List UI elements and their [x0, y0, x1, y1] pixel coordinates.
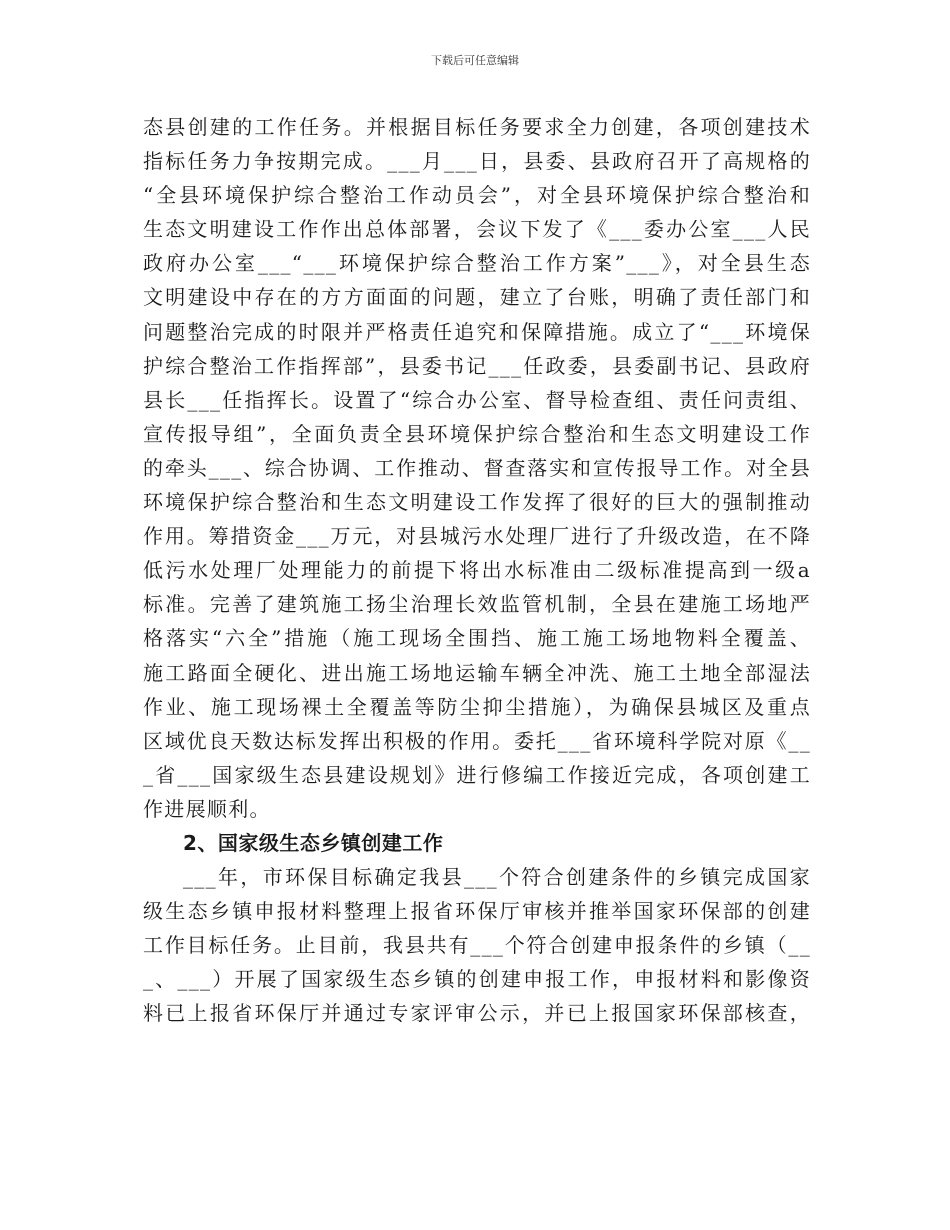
- text-line: 作业、施工现场裸土全覆盖等防尘抑尘措施），为确保县城区及重点: [143, 694, 811, 719]
- text-line: 低污水处理厂处理能力的前提下将出水标准由二级标准提高到一级a: [143, 558, 811, 583]
- text-line: 作进展顺利。: [143, 796, 271, 821]
- text-line: _、___）开展了国家级生态乡镇的创建申报工作，申报材料和影像资: [143, 967, 811, 992]
- text-line: 环境保护综合整治和生态文明建设工作发挥了很好的巨大的强制推动: [143, 490, 811, 515]
- text-line: 指标任务力争按期完成。___月___日，县委、县政府召开了高规格的: [143, 149, 811, 174]
- text-line: 文明建设中存在的方方面面的问题，建立了台账，明确了责任部门和: [143, 285, 811, 310]
- text-line: 作用。筹措资金___万元，对县城污水处理厂进行了升级改造，在不降: [143, 524, 811, 549]
- text-line: 县长___任指挥长。设置了“综合办公室、督导检查组、责任问责组、: [143, 387, 811, 412]
- text-line: ___年，市环保目标确定我县___个符合创建条件的乡镇完成国家: [183, 865, 811, 890]
- paragraph-1: [143, 110, 811, 826]
- text-line: 施工路面全硬化、进出施工场地运输车辆全冲洗、施工土地全部湿法: [143, 660, 811, 685]
- text-line: 的牵头___、综合协调、工作推动、督查落实和宣传报导工作。对全县: [143, 455, 811, 480]
- text-line: 问题整治完成的时限并严格责任追究和保障措施。成立了“___环境保: [143, 319, 811, 344]
- text-line: 料已上报省环保厅并通过专家评审公示，并已上报国家环保部核查，: [143, 1001, 811, 1026]
- paragraph-2: [143, 860, 811, 1030]
- text-line: _省___国家级生态县建设规划》进行修编工作接近完成，各项创建工: [143, 762, 811, 787]
- document-body: [143, 110, 811, 1031]
- text-line: “全县环境保护综合整治工作动员会”，对全县环境保护综合整治和: [143, 183, 811, 208]
- section-heading: 2、国家级生态乡镇创建工作: [183, 830, 444, 855]
- text-line: 格落实“六全”措施（施工现场全围挡、施工施工场地物料全覆盖、: [143, 626, 811, 651]
- text-line: 态县创建的工作任务。并根据目标任务要求全力创建，各项创建技术: [143, 115, 811, 139]
- text-line: 区域优良天数达标发挥出积极的作用。委托___省环境科学院对原《__: [143, 728, 811, 753]
- text-line: 级生态乡镇申报材料整理上报省环保厅审核并推举国家环保部的创建: [143, 899, 811, 924]
- text-line: 护综合整治工作指挥部”，县委书记___任政委，县委副书记、县政府: [143, 353, 811, 378]
- text-line: 宣传报导组”，全面负责全县环境保护综合整治和生态文明建设工作: [143, 421, 811, 446]
- header-note: 下载后可任意编辑: [431, 54, 519, 67]
- text-line: 政府办公室___“___环境保护综合整治工作方案”___》，对全县生态: [143, 251, 811, 276]
- text-line: 标准。完善了建筑施工扬尘治理长效监管机制，全县在建施工场地严: [143, 592, 811, 617]
- text-line: 工作目标任务。止目前，我县共有___个符合创建申报条件的乡镇（__: [143, 933, 811, 958]
- text-line: 生态文明建设工作作出总体部署，会议下发了《___委办公室___人民: [143, 217, 811, 242]
